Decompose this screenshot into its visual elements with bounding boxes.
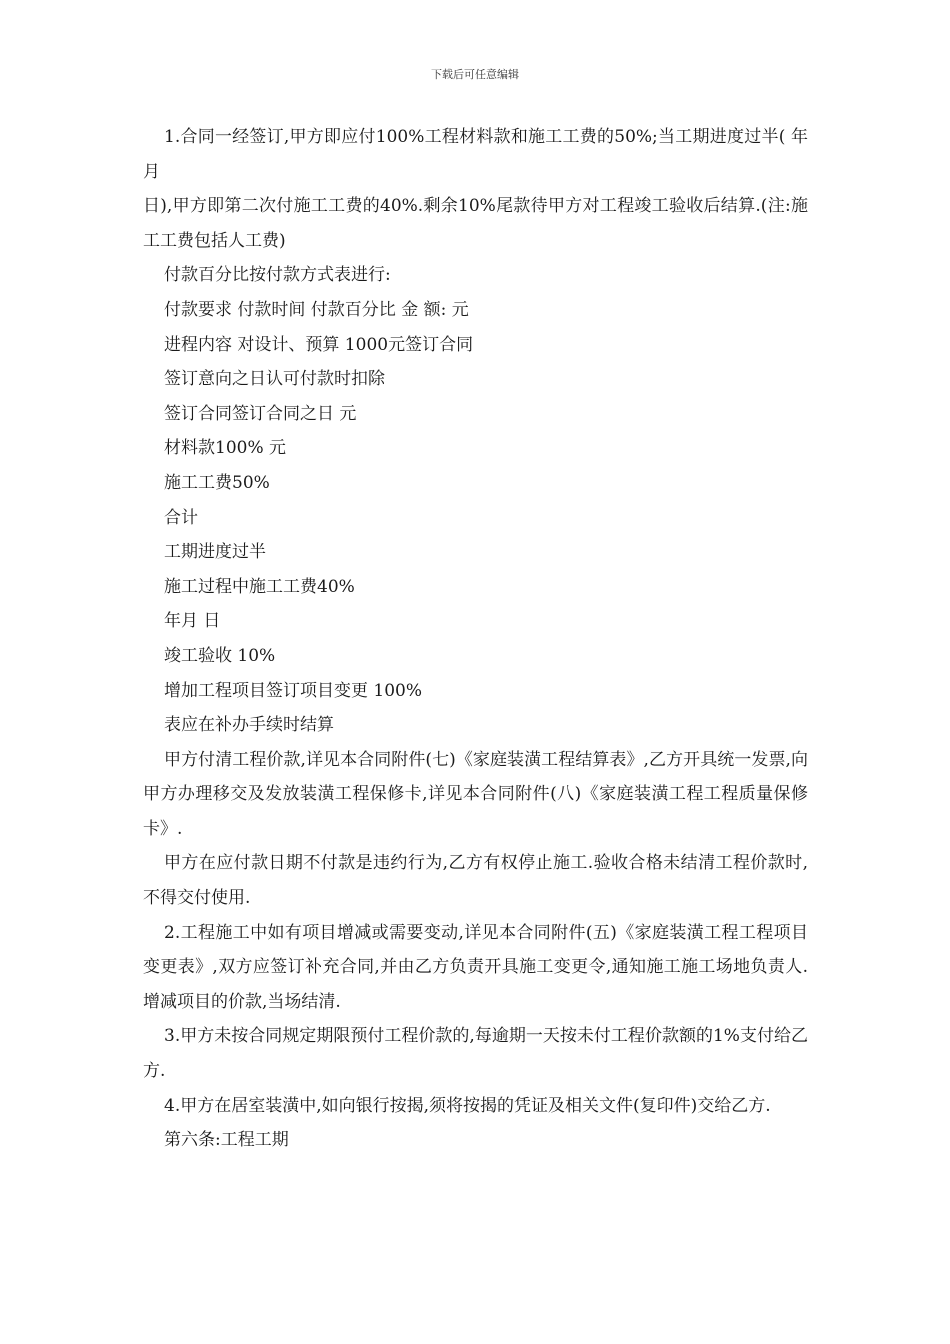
table-line: 增加工程项目签订项目变更 100%	[164, 680, 423, 701]
paragraph-default-payment: 甲方在应付款日期不付款是违约行为,乙方有权停止施工.验收合格未结清工程价款时,不得交付使用.	[143, 853, 808, 909]
paragraph-payment-table-intro: 付款百分比按付款方式表进行:	[164, 265, 391, 286]
paragraph-clause-3: 3.甲方未按合同规定期限预付工程价款的,每逾期一天按未付工程价款额的1%支付给乙方.	[143, 1026, 808, 1082]
table-line: 施工工费50%	[164, 472, 270, 493]
table-line: 签订意向之日认可付款时扣除	[164, 369, 385, 390]
table-line: 签订合同签订合同之日 元	[164, 403, 357, 424]
paragraph-settlement: 甲方付清工程价款,详见本合同附件(七)《家庭装潢工程结算表》,乙方开具统一发票,向甲方办理移交及发放装潢工程保修卡,详见本合同附件(八)《家庭装潢工程工程质量保修卡》.	[143, 749, 808, 839]
table-line: 合计	[164, 507, 198, 528]
table-line: 施工过程中施工工费40%	[164, 576, 355, 597]
section-heading-article-6: 第六条:工程工期	[164, 1130, 289, 1151]
paragraph-clause-4: 4.甲方在居室装潢中,如向银行按揭,须将按揭的凭证及相关文件(复印件)交给乙方.	[164, 1095, 771, 1116]
document-body	[143, 120, 808, 1158]
table-line: 工期进度过半	[164, 542, 266, 563]
paragraph-payment-clause-1: 1.合同一经签订,甲方即应付100%工程材料款和施工工费的50%;当工期进度过半( 年 月	[143, 127, 808, 182]
table-line: 竣工验收 10%	[164, 645, 276, 666]
table-line: 进程内容 对设计、预算 1000元签订合同	[164, 334, 474, 355]
table-line: 材料款100% 元	[164, 438, 287, 459]
page-header-note: 下载后可任意编辑	[431, 68, 519, 81]
table-line: 年月 日	[164, 611, 221, 632]
table-line: 付款要求 付款时间 付款百分比 金 额: 元	[164, 299, 469, 320]
paragraph-clause-2: 2.工程施工中如有项目增减或需要变动,详见本合同附件(五)《家庭装潢工程工程项目变更表》,双方应签订补充合同,并由乙方负责开具施工变更令,通知施工施工场地负责人.增减项目的价款,当场结清.	[143, 922, 808, 1012]
paragraph-payment-clause-1-cont: 日),甲方即第二次付施工工费的40%.剩余10%尾款待甲方对工程竣工验收后结算.(注:施工工费包括人工费)	[143, 196, 808, 251]
table-line: 表应在补办手续时结算	[164, 715, 334, 736]
